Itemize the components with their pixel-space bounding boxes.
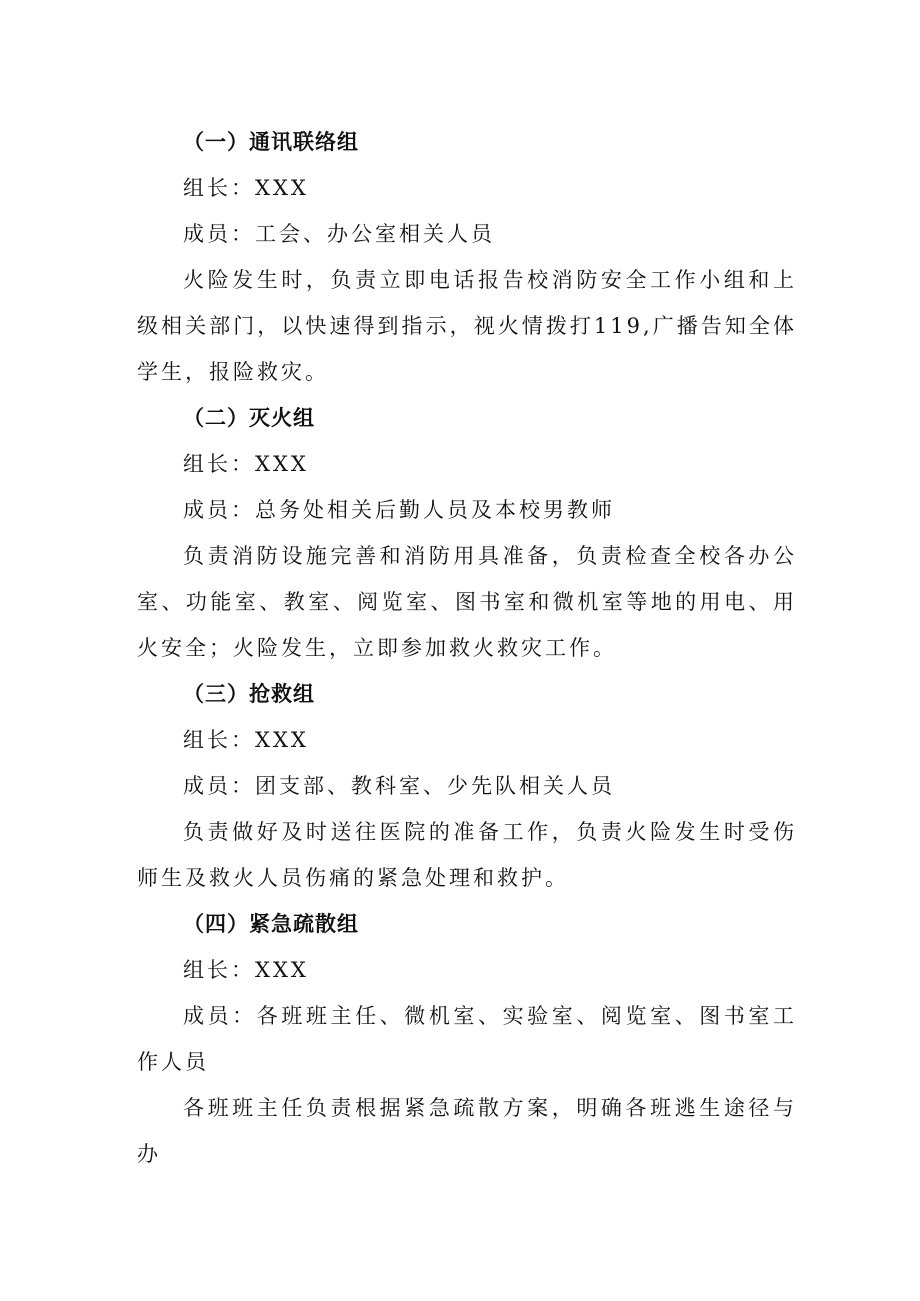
group-leader: 组长：XXX [183,176,309,200]
group-leader: 组长：XXX [183,728,309,752]
group-members: 成员：各班班主任、微机室、实验室、阅览室、图书室工作人员 [137,1004,797,1074]
group-members: 成员：团支部、教科室、少先队相关人员 [183,774,615,798]
group-duty: 负责消防设施完善和消防用具准备，负责检查全校各办公室、功能室、教室、阅览室、图书室和微机室等地的用电、用火安全；火险发生，立即参加救火救灾工作。 [137,544,797,660]
group-duty: 各班班主任负责根据紧急疏散方案，明确各班逃生途径与办 [137,1096,797,1166]
group-leader: 组长：XXX [183,958,309,982]
section-evacuation-group [137,901,797,1177]
section-heading: （二）灭火组 [183,406,315,430]
group-duty: 火险发生时，负责立即电话报告校消防安全工作小组和上级相关部门，以快速得到指示，视火情拨打119,广播告知全体学生，报险救灾。 [137,268,797,384]
section-rescue-group [137,671,797,901]
group-duty: 负责做好及时送往医院的准备工作，负责火险发生时受伤师生及救火人员伤痛的紧急处理和救护。 [137,820,797,890]
group-leader: 组长：XXX [183,452,309,476]
section-communication-group [137,119,797,395]
group-members: 成员：工会、办公室相关人员 [183,222,495,246]
section-heading: （三）抢救组 [183,682,315,706]
group-members: 成员：总务处相关后勤人员及本校男教师 [183,498,615,522]
section-firefighting-group [137,395,797,671]
section-heading: （一）通讯联络组 [183,130,359,154]
section-heading: （四）紧急疏散组 [183,912,359,936]
